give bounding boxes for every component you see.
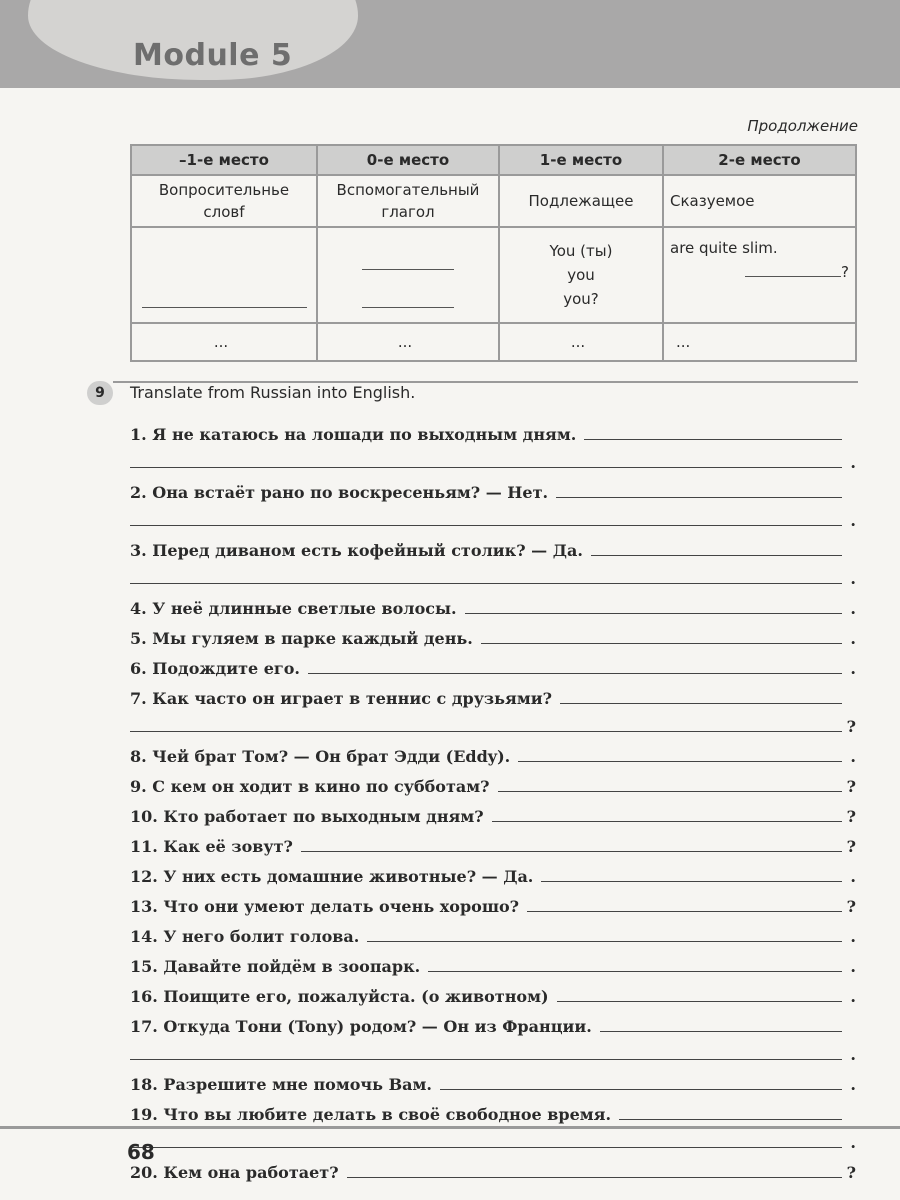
subject-line: You (ты): [549, 242, 613, 260]
exercise-item-text: 4. У неё длинные светлые волосы.: [130, 599, 457, 618]
exercise-item: [130, 588, 856, 618]
exercise-item-continuation: [130, 560, 856, 588]
predicate-blank[interactable]: [745, 276, 841, 277]
exercise-item-text: 5. Мы гуляем в парке каждый день.: [130, 629, 473, 648]
exercise-item-continuation: [130, 708, 856, 736]
answer-punctuation: ?: [846, 897, 856, 916]
exercise-item-continuation: [130, 502, 856, 530]
answer-line[interactable]: [308, 673, 842, 674]
exercise-item-text: 14. У него болит голова.: [130, 927, 360, 946]
answer-line[interactable]: [557, 1001, 842, 1002]
answer-punctuation: .: [850, 747, 856, 766]
answer-punctuation: ?: [846, 777, 856, 796]
answer-punctuation: .: [850, 1045, 856, 1064]
exercise-item-text: 6. Подождите его.: [130, 659, 300, 678]
question-mark: ?: [841, 263, 849, 281]
exercise-item-text: 12. У них есть домашние животные? — Да.: [130, 867, 534, 886]
answer-punctuation: .: [850, 1133, 856, 1152]
exercise-item-text: 17. Откуда Тони (Tony) родом? — Он из Франции.: [130, 1017, 592, 1036]
subject-line: you: [567, 266, 595, 284]
exercise-item-text: 19. Что вы любите делать в своё свободное время.: [130, 1105, 612, 1124]
answer-line[interactable]: [301, 851, 842, 852]
exercise-item: [130, 1006, 856, 1036]
position-header: –1-е место: [131, 145, 317, 175]
answer-line[interactable]: [481, 643, 842, 644]
answer-line[interactable]: [591, 555, 842, 556]
ellipsis-cell: ...: [131, 323, 317, 361]
exercise-item-text: 1. Я не катаюсь на лошади по выходным дням.: [130, 425, 577, 444]
answer-punctuation: .: [850, 987, 856, 1006]
answer-line[interactable]: [440, 1089, 842, 1090]
column-description: Вспомогательный глагол: [317, 175, 499, 227]
answer-punctuation: .: [850, 927, 856, 946]
answer-line[interactable]: [560, 703, 842, 704]
exercise-instruction: Translate from Russian into English.: [130, 383, 416, 402]
ellipsis-cell: ...: [499, 323, 663, 361]
exercise-item: [130, 618, 856, 648]
answer-line[interactable]: [428, 971, 842, 972]
exercise-item-text: 11. Как её зовут?: [130, 837, 293, 856]
exercise-item-continuation: [130, 1036, 856, 1064]
exercise-item: [130, 1094, 856, 1124]
answer-line[interactable]: [130, 1147, 842, 1148]
exercise-item: [130, 796, 856, 826]
subject-line: you?: [563, 290, 599, 308]
answer-line[interactable]: [130, 1059, 842, 1060]
answer-line[interactable]: [518, 761, 842, 762]
question-word-blank[interactable]: [131, 227, 317, 323]
exercise-item: [130, 766, 856, 796]
answer-line[interactable]: [584, 439, 842, 440]
exercise-item: [130, 414, 856, 444]
exercise-item-continuation: [130, 444, 856, 472]
subject-examples: [499, 227, 663, 323]
exercise-item: [130, 678, 856, 708]
exercise-item: [130, 648, 856, 678]
footer-divider: [0, 1126, 900, 1129]
grammar-table: [130, 144, 857, 362]
exercise-item-text: 3. Перед диваном есть кофейный столик? — Да.: [130, 541, 583, 560]
answer-line[interactable]: [130, 731, 842, 732]
column-description: Подлежащее: [499, 175, 663, 227]
exercise-item: [130, 1064, 856, 1094]
exercise-item-text: 20. Кем она работает?: [130, 1163, 339, 1182]
exercise-item: [130, 976, 856, 1006]
exercise-item: [130, 826, 856, 856]
predicate-line: are quite slim.: [670, 239, 778, 257]
position-header: 1-е место: [499, 145, 663, 175]
exercise-item-text: 8. Чей брат Том? — Он брат Эдди (Eddy).: [130, 747, 511, 766]
answer-punctuation: .: [850, 1075, 856, 1094]
exercise-item: [130, 736, 856, 766]
exercise-item: [130, 530, 856, 560]
exercise-item-text: 10. Кто работает по выходным дням?: [130, 807, 484, 826]
exercise-item: [130, 472, 856, 502]
ellipsis-cell: ...: [317, 323, 499, 361]
column-description: Сказуемое: [663, 175, 856, 227]
answer-punctuation: ?: [846, 1163, 856, 1182]
answer-punctuation: .: [850, 569, 856, 588]
position-header: 0-е место: [317, 145, 499, 175]
exercise-number-badge: 9: [87, 381, 113, 405]
exercise-item-text: 13. Что они умеют делать очень хорошо?: [130, 897, 520, 916]
exercise-item-text: 18. Разрешите мне помочь Вам.: [130, 1075, 432, 1094]
answer-line[interactable]: [347, 1177, 842, 1178]
answer-line[interactable]: [130, 583, 842, 584]
answer-line[interactable]: [367, 941, 842, 942]
answer-punctuation: .: [850, 629, 856, 648]
answer-line[interactable]: [527, 911, 842, 912]
page-number: 68: [127, 1140, 155, 1164]
answer-line[interactable]: [498, 791, 842, 792]
column-description: Вопросительнье словf: [131, 175, 317, 227]
answer-line[interactable]: [600, 1031, 842, 1032]
answer-punctuation: .: [850, 453, 856, 472]
answer-line[interactable]: [541, 881, 842, 882]
auxiliary-blank[interactable]: [317, 227, 499, 323]
answer-punctuation: ?: [846, 807, 856, 826]
answer-punctuation: ?: [846, 717, 856, 736]
module-title: Module 5: [133, 38, 293, 73]
exercise-item-text: 16. Поищите его, пожалуйста. (о животном): [130, 987, 549, 1006]
answer-punctuation: .: [850, 511, 856, 530]
answer-line[interactable]: [492, 821, 842, 822]
answer-line[interactable]: [130, 467, 842, 468]
answer-punctuation: ?: [846, 837, 856, 856]
exercise-item: [130, 1152, 856, 1182]
ellipsis-cell: ...: [663, 323, 856, 361]
exercise-item: [130, 886, 856, 916]
answer-punctuation: .: [850, 957, 856, 976]
continuation-label: Продолжение: [747, 117, 858, 135]
exercise-item: [130, 856, 856, 886]
exercise-item-text: 2. Она встаёт рано по воскресеньям? — Нет.: [130, 483, 549, 502]
answer-punctuation: .: [850, 659, 856, 678]
exercise-item-text: 9. С кем он ходит в кино по субботам?: [130, 777, 490, 796]
exercise-items: [130, 414, 856, 1182]
answer-line[interactable]: [465, 613, 842, 614]
exercise-item: [130, 916, 856, 946]
predicate-example: [663, 227, 856, 323]
answer-line[interactable]: [619, 1119, 842, 1120]
answer-line[interactable]: [556, 497, 842, 498]
exercise-item: [130, 946, 856, 976]
answer-punctuation: .: [850, 867, 856, 886]
answer-line[interactable]: [130, 525, 842, 526]
position-header: 2-е место: [663, 145, 856, 175]
exercise-item-text: 15. Давайте пойдём в зоопарк.: [130, 957, 421, 976]
exercise-item-text: 7. Как часто он играет в теннис с друзьями?: [130, 689, 552, 708]
answer-punctuation: .: [850, 599, 856, 618]
